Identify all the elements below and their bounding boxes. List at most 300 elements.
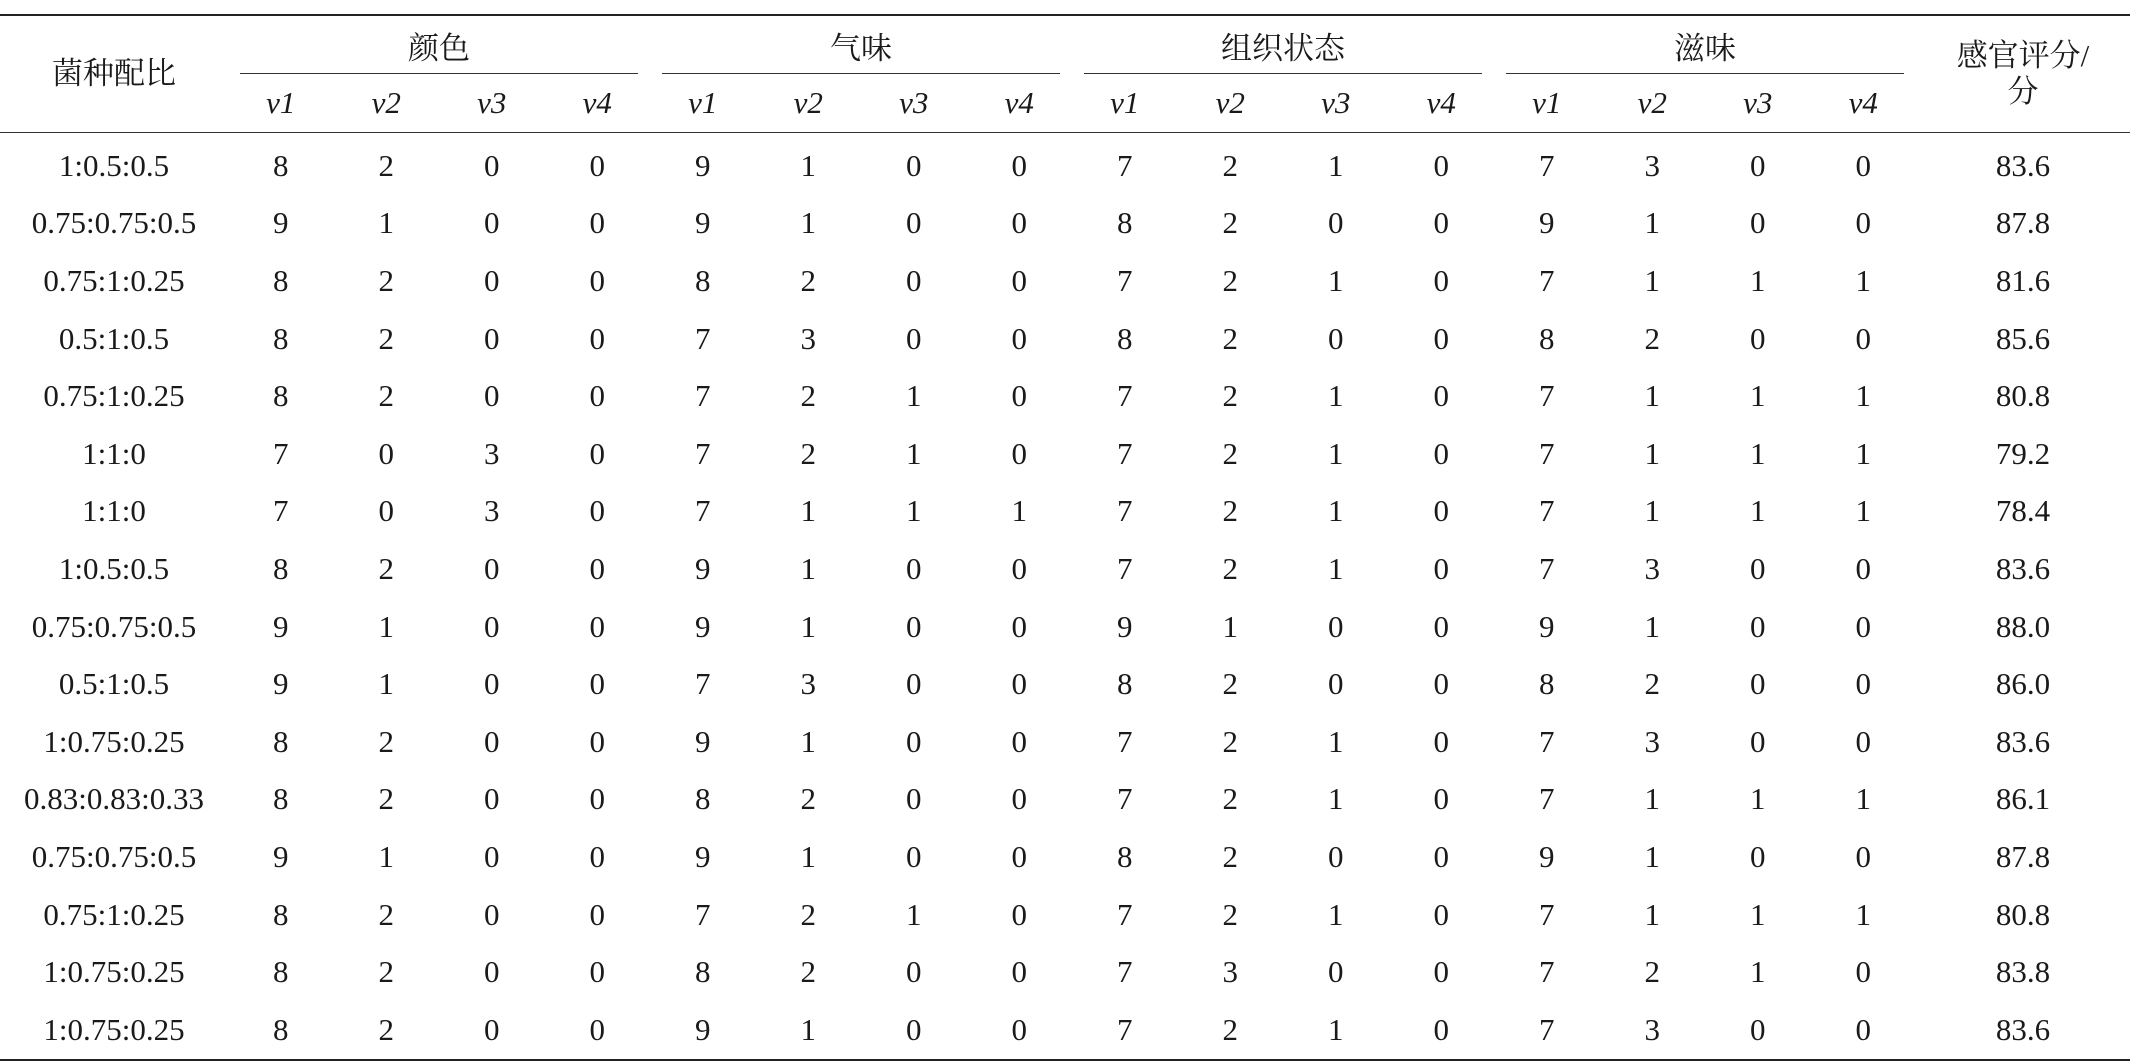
cell-ratio: 1:0.5:0.5 (58, 147, 170, 183)
cell-value: 2 (378, 896, 394, 932)
cell-value: 1 (1328, 550, 1344, 586)
cell-value: 3 (1600, 1001, 1706, 1060)
cell-value: 1 (906, 896, 922, 932)
cell-ratio: 0.75:1:0.25 (43, 262, 185, 298)
cell-value: 0 (1433, 608, 1449, 644)
cell-value: 3 (484, 435, 500, 471)
cell-value: 2 (1644, 320, 1660, 356)
cell-value: 1 (1328, 435, 1344, 471)
cell-value: 0 (589, 954, 605, 990)
cell-value: 0 (1433, 781, 1449, 817)
cell-value: 8 (695, 781, 711, 817)
cell-value: 1 (1644, 378, 1660, 414)
cell-value: 1 (756, 1001, 862, 1060)
table-row (0, 425, 2130, 483)
cell-value: 1 (1644, 781, 1660, 817)
cell-value: 9 (273, 205, 289, 241)
cell-value: 2 (1222, 205, 1238, 241)
cell-value: 0 (1750, 205, 1766, 241)
cell-value: 8 (1117, 838, 1133, 874)
cell-ratio: 1:0.5:0.5 (58, 550, 170, 586)
cell-value: 1 (1750, 493, 1766, 529)
cell-value: 7 (1494, 1001, 1600, 1060)
cell-value: 0 (484, 781, 500, 817)
col-subheader: v4 (545, 74, 651, 133)
cell-score: 80.8 (1995, 896, 2051, 932)
cell-value: 1 (1644, 838, 1660, 874)
cell-value: 0 (484, 320, 500, 356)
cell-value: 8 (695, 262, 711, 298)
cell-value: 2 (1222, 493, 1238, 529)
cell-score: 83.6 (1995, 723, 2051, 759)
cell-value: 2 (800, 781, 816, 817)
cell-value: 0 (906, 262, 922, 298)
cell-value: 0 (484, 205, 500, 241)
cell-ratio: 1:0.75:0.25 (43, 954, 185, 990)
table-row (0, 828, 2130, 886)
cell-value: 1 (1750, 781, 1766, 817)
cell-value: 0 (1328, 954, 1344, 990)
cell-value: 9 (1539, 205, 1555, 241)
cell-value: 9 (695, 205, 711, 241)
cell-score: 86.0 (1995, 666, 2051, 702)
cell-value: 8 (273, 378, 289, 414)
cell-score: 87.8 (1995, 838, 2051, 874)
cell-value: 0 (906, 205, 922, 241)
cell-value: 0 (1705, 1001, 1811, 1060)
cell-value: 0 (1433, 838, 1449, 874)
cell-value: 0 (1855, 838, 1871, 874)
cell-value: 1 (1328, 493, 1344, 529)
cell-value: 1 (800, 608, 816, 644)
cell-value: 7 (695, 666, 711, 702)
table-row (0, 886, 2130, 944)
cell-value: 2 (1222, 896, 1238, 932)
cell-value: 0 (1855, 666, 1871, 702)
cell-value: 7 (1117, 262, 1133, 298)
header-row-groups (0, 15, 2130, 74)
cell-value: 3 (1644, 723, 1660, 759)
cell-value: 0 (378, 435, 394, 471)
cell-value: 3 (1644, 147, 1660, 183)
cell-value: 0 (1855, 147, 1871, 183)
cell-value: 0 (1433, 954, 1449, 990)
cell-value: 2 (1178, 1001, 1284, 1060)
cell-value: 1 (1855, 435, 1871, 471)
table-row (0, 540, 2130, 598)
col-header-ratio: 菌种配比 (0, 15, 228, 133)
cell-value: 2 (378, 262, 394, 298)
cell-value: 0 (484, 262, 500, 298)
cell-value: 8 (695, 954, 711, 990)
cell-value: 1 (1328, 378, 1344, 414)
cell-value: 0 (1750, 838, 1766, 874)
cell-value: 1 (1328, 262, 1344, 298)
cell-value: 7 (1539, 723, 1555, 759)
cell-value: 7 (695, 320, 711, 356)
cell-value: 1 (800, 147, 816, 183)
cell-value: 1 (1855, 378, 1871, 414)
cell-value: 0 (1855, 954, 1871, 990)
cell-value: 0 (1011, 723, 1027, 759)
cell-value: 3 (1222, 954, 1238, 990)
cell-value: 2 (1222, 147, 1238, 183)
header-row-sub (0, 74, 2130, 133)
cell-value: 1 (1750, 262, 1766, 298)
cell-value: 9 (695, 608, 711, 644)
cell-value: 1 (1750, 954, 1766, 990)
cell-ratio: 0.5:1:0.5 (58, 320, 170, 356)
col-subheader: v2 (1600, 74, 1706, 133)
cell-value: 0 (1011, 435, 1027, 471)
cell-value: 1 (800, 723, 816, 759)
cell-value: 0 (1011, 666, 1027, 702)
cell-value: 7 (1117, 378, 1133, 414)
cell-value: 0 (906, 723, 922, 759)
cell-value: 0 (484, 147, 500, 183)
cell-ratio: 1:0.75:0.25 (0, 1001, 228, 1060)
table-header (0, 15, 2130, 133)
cell-value: 1 (800, 838, 816, 874)
cell-value: 0 (1328, 666, 1344, 702)
col-subheader: v1 (228, 74, 334, 133)
cell-value: 3 (800, 320, 816, 356)
cell-value: 2 (378, 147, 394, 183)
cell-value: 8 (273, 550, 289, 586)
cell-value: 0 (967, 1001, 1073, 1060)
cell-value: 9 (695, 147, 711, 183)
cell-value: 1 (1328, 896, 1344, 932)
cell-ratio: 0.75:0.75:0.5 (31, 608, 197, 644)
col-group-taste (1494, 15, 1916, 74)
cell-value: 1 (1855, 493, 1871, 529)
cell-value: 0 (589, 262, 605, 298)
cell-ratio: 0.5:1:0.5 (58, 666, 170, 702)
cell-value: 0 (589, 723, 605, 759)
cell-value: 0 (1433, 550, 1449, 586)
col-subheader: v2 (756, 74, 862, 133)
cell-value: 2 (378, 723, 394, 759)
cell-value: 1 (378, 838, 394, 874)
cell-value: 2 (378, 378, 394, 414)
table-row (0, 771, 2130, 829)
cell-value: 1 (378, 608, 394, 644)
cell-value: 1 (1011, 493, 1027, 529)
cell-value: 7 (1117, 723, 1133, 759)
cell-value: 1 (1855, 781, 1871, 817)
cell-value: 0 (1011, 954, 1027, 990)
cell-value: 0 (589, 493, 605, 529)
table-row (0, 483, 2130, 541)
cell-value: 7 (1539, 954, 1555, 990)
cell-value: 0 (1433, 723, 1449, 759)
cell-value: 7 (1117, 435, 1133, 471)
cell-ratio: 1:0.75:0.25 (43, 723, 185, 759)
cell-value: 0 (906, 838, 922, 874)
cell-value: 0 (1750, 608, 1766, 644)
cell-value: 8 (273, 896, 289, 932)
cell-value: 0 (1855, 550, 1871, 586)
cell-value: 0 (1389, 1001, 1495, 1060)
cell-value: 2 (1222, 781, 1238, 817)
cell-score: 80.8 (1995, 378, 2051, 414)
cell-value: 2 (1644, 666, 1660, 702)
cell-value: 0 (589, 896, 605, 932)
col-subheader: v1 (1072, 74, 1178, 133)
cell-value: 0 (439, 1001, 545, 1060)
cell-value: 0 (1433, 147, 1449, 183)
cell-value: 8 (1539, 666, 1555, 702)
col-subheader: v4 (1389, 74, 1495, 133)
cell-value: 1 (906, 435, 922, 471)
cell-value: 0 (1011, 205, 1027, 241)
table-row (0, 252, 2130, 310)
cell-ratio: 0.75:0.75:0.5 (31, 205, 197, 241)
cell-value: 0 (1011, 781, 1027, 817)
col-subheader: v3 (861, 74, 967, 133)
col-subheader: v2 (334, 74, 440, 133)
cell-value: 2 (1644, 954, 1660, 990)
cell-value: 7 (1539, 378, 1555, 414)
cell-value: 0 (1433, 205, 1449, 241)
cell-value: 0 (906, 147, 922, 183)
cell-value: 1 (800, 493, 816, 529)
sensory-evaluation-table (0, 14, 2130, 1061)
cell-value: 7 (1117, 781, 1133, 817)
cell-value: 0 (589, 435, 605, 471)
cell-value: 1 (1328, 723, 1344, 759)
cell-value: 2 (1222, 723, 1238, 759)
cell-value: 0 (1011, 608, 1027, 644)
cell-value: 1 (1644, 493, 1660, 529)
cell-value: 0 (1750, 550, 1766, 586)
cell-score: 83.8 (1995, 954, 2051, 990)
cell-value: 0 (1433, 378, 1449, 414)
cell-value: 8 (1117, 205, 1133, 241)
col-header-score (1916, 15, 2130, 133)
cell-value: 8 (1539, 320, 1555, 356)
cell-ratio: 0.75:0.75:0.5 (31, 838, 197, 874)
cell-value: 7 (1539, 550, 1555, 586)
cell-value: 2 (1222, 666, 1238, 702)
cell-score: 85.6 (1995, 320, 2051, 356)
table-row (0, 943, 2130, 1001)
cell-value: 0 (1433, 435, 1449, 471)
cell-value: 7 (1117, 147, 1133, 183)
col-subheader: v2 (1178, 74, 1284, 133)
cell-value: 9 (695, 838, 711, 874)
cell-value: 8 (273, 723, 289, 759)
cell-value: 2 (378, 550, 394, 586)
cell-value: 2 (800, 954, 816, 990)
cell-value: 0 (1433, 896, 1449, 932)
col-group-smell (650, 15, 1072, 74)
cell-ratio: 0.75:1:0.25 (43, 378, 185, 414)
cell-value: 7 (1539, 493, 1555, 529)
cell-score: 79.2 (1995, 435, 2051, 471)
cell-score: 88.0 (1995, 608, 2051, 644)
cell-value: 8 (273, 262, 289, 298)
cell-value: 0 (545, 1001, 651, 1060)
cell-value: 1 (1644, 205, 1660, 241)
cell-value: 2 (378, 954, 394, 990)
cell-value: 7 (1072, 1001, 1178, 1060)
cell-value: 0 (1328, 608, 1344, 644)
cell-value: 2 (1222, 378, 1238, 414)
cell-value: 7 (695, 896, 711, 932)
cell-value: 0 (1328, 838, 1344, 874)
cell-value: 0 (1011, 262, 1027, 298)
cell-score: 78.4 (1995, 493, 2051, 529)
cell-value: 0 (484, 608, 500, 644)
cell-value: 1 (1644, 262, 1660, 298)
col-subheader: v4 (1811, 74, 1917, 133)
cell-value: 2 (800, 262, 816, 298)
cell-value: 7 (695, 378, 711, 414)
cell-value: 0 (906, 550, 922, 586)
group-label: 滋味 (1674, 30, 1736, 66)
cell-value: 0 (1328, 320, 1344, 356)
cell-value: 2 (1222, 320, 1238, 356)
cell-value: 1 (1328, 147, 1344, 183)
col-subheader: v3 (439, 74, 545, 133)
cell-ratio: 0.75:1:0.25 (43, 896, 185, 932)
table-row (0, 655, 2130, 713)
cell-value: 0 (589, 320, 605, 356)
cell-value: 8 (273, 954, 289, 990)
cell-value: 2 (378, 320, 394, 356)
cell-value: 1 (378, 666, 394, 702)
cell-value: 3 (1644, 550, 1660, 586)
cell-value: 0 (1011, 896, 1027, 932)
cell-value: 0 (1011, 378, 1027, 414)
cell-value: 7 (1117, 954, 1133, 990)
cell-score: 86.1 (1995, 781, 2051, 817)
group-label: 组织状态 (1221, 30, 1345, 66)
cell-value: 7 (1539, 435, 1555, 471)
cell-value: 1 (906, 493, 922, 529)
cell-value: 1 (1750, 378, 1766, 414)
table-row (0, 310, 2130, 368)
cell-value: 0 (378, 493, 394, 529)
group-label: 气味 (830, 30, 892, 66)
cell-value: 9 (695, 550, 711, 586)
cell-value: 7 (695, 435, 711, 471)
table-row (0, 598, 2130, 656)
cell-value: 0 (589, 838, 605, 874)
cell-value: 0 (1011, 550, 1027, 586)
cell-value: 2 (1222, 262, 1238, 298)
cell-value: 1 (1855, 262, 1871, 298)
cell-value: 9 (650, 1001, 756, 1060)
cell-value: 7 (1539, 781, 1555, 817)
cell-value: 0 (1011, 320, 1027, 356)
cell-value: 9 (1539, 838, 1555, 874)
cell-value: 8 (273, 781, 289, 817)
cell-value: 0 (1750, 723, 1766, 759)
cell-value: 2 (1222, 435, 1238, 471)
cell-value: 0 (484, 723, 500, 759)
table-row (0, 195, 2130, 253)
cell-value: 7 (1539, 147, 1555, 183)
cell-value: 0 (1855, 320, 1871, 356)
cell-value: 0 (1811, 1001, 1917, 1060)
cell-value: 0 (589, 205, 605, 241)
score-header-line1: 感官评分/ (1956, 38, 2090, 73)
cell-value: 0 (1433, 320, 1449, 356)
cell-value: 0 (1328, 205, 1344, 241)
cell-value: 1 (800, 550, 816, 586)
cell-value: 0 (1433, 493, 1449, 529)
cell-value: 7 (1539, 896, 1555, 932)
cell-value: 0 (906, 781, 922, 817)
cell-value: 1 (1283, 1001, 1389, 1060)
table-row (0, 367, 2130, 425)
cell-value: 8 (1117, 666, 1133, 702)
cell-value: 0 (589, 608, 605, 644)
cell-ratio: 0.83:0.83:0.33 (24, 781, 204, 817)
cell-score: 83.6 (1916, 1001, 2130, 1060)
cell-value: 7 (695, 493, 711, 529)
cell-value: 0 (906, 954, 922, 990)
cell-value: 1 (1750, 896, 1766, 932)
col-group-color (228, 15, 650, 74)
cell-value: 0 (1750, 320, 1766, 356)
col-subheader: v1 (1494, 74, 1600, 133)
cell-score: 81.6 (1995, 262, 2051, 298)
cell-value: 0 (484, 954, 500, 990)
cell-value: 1 (1328, 781, 1344, 817)
cell-value: 2 (378, 781, 394, 817)
cell-value: 0 (1433, 666, 1449, 702)
cell-value: 7 (1117, 896, 1133, 932)
cell-value: 3 (800, 666, 816, 702)
cell-value: 0 (589, 666, 605, 702)
cell-value: 0 (1011, 838, 1027, 874)
cell-value: 9 (273, 838, 289, 874)
cell-value: 0 (484, 666, 500, 702)
cell-value: 0 (1855, 205, 1871, 241)
cell-value: 0 (484, 896, 500, 932)
cell-value: 2 (800, 435, 816, 471)
cell-value: 9 (273, 666, 289, 702)
cell-value: 1 (378, 205, 394, 241)
table-body (0, 133, 2130, 1060)
cell-value: 9 (695, 723, 711, 759)
cell-value: 9 (273, 608, 289, 644)
cell-value: 2 (1222, 550, 1238, 586)
cell-value: 0 (906, 666, 922, 702)
cell-value: 2 (334, 1001, 440, 1060)
cell-value: 9 (1117, 608, 1133, 644)
cell-value: 0 (1855, 723, 1871, 759)
cell-value: 7 (273, 493, 289, 529)
group-label: 颜色 (408, 30, 470, 66)
col-subheader: v4 (967, 74, 1073, 133)
cell-value: 7 (1117, 493, 1133, 529)
table-row (0, 1001, 2130, 1060)
cell-value: 1 (1855, 896, 1871, 932)
cell-ratio: 1:1:0 (82, 435, 146, 471)
cell-value: 2 (800, 378, 816, 414)
cell-value: 1 (800, 205, 816, 241)
cell-value: 2 (800, 896, 816, 932)
cell-value: 0 (861, 1001, 967, 1060)
cell-value: 1 (1644, 896, 1660, 932)
table-row (0, 133, 2130, 195)
cell-value: 0 (484, 378, 500, 414)
cell-value: 0 (1433, 262, 1449, 298)
